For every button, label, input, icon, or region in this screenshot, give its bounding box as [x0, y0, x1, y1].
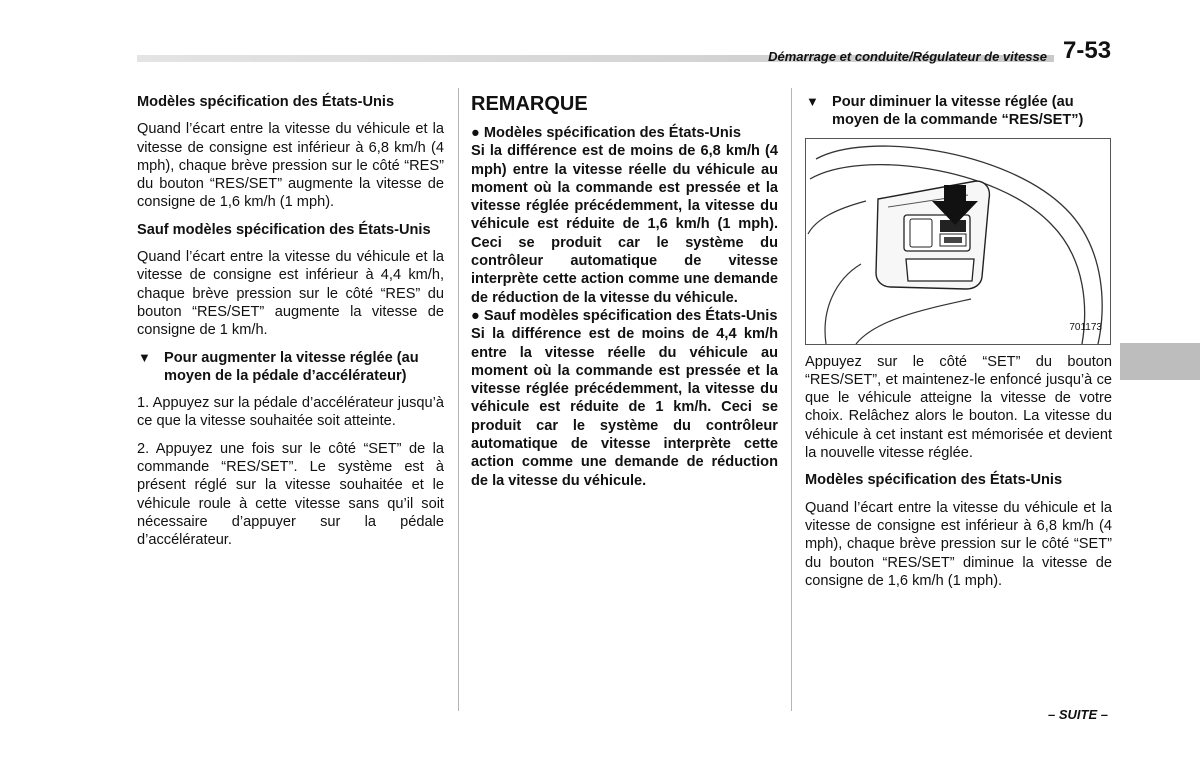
- column-left: [137, 93, 444, 559]
- column-right: [805, 93, 1112, 599]
- chapter-tab: [1120, 343, 1200, 380]
- column-divider: [458, 88, 459, 711]
- paragraph: Quand l’écart entre la vitesse du véhicule et la vitesse de consigne est inférieur à 6,8 km/h (4 mph), chaque brève pression sur le côté “SET” du bouton “RES/SET” diminue la vitesse de consigne de 1,6 km/h (1 mph).: [805, 499, 1112, 589]
- remark-bullet: ● Modèles spécification des États-Unis: [471, 125, 741, 141]
- remark-bullet: ● Sauf modèles spécification des États-Unis: [471, 307, 778, 324]
- continued-marker: – SUITE –: [1048, 707, 1108, 722]
- column-middle: [471, 93, 778, 490]
- page-number: 7-53: [1063, 37, 1112, 64]
- procedure-heading-text: Pour diminuer la vitesse réglée (au moyen de la commande “RES/SET”): [832, 94, 1084, 129]
- steering-wheel-switch-illustration: [805, 138, 1111, 345]
- procedure-heading-text: Pour augmenter la vitesse réglée (au moyen de la pédale d’accélérateur): [164, 349, 419, 384]
- paragraph: Quand l’écart entre la vitesse du véhicule et la vitesse de consigne est inférieur à 4,4 km/h, chaque brève pression sur le côté “RES” du bouton “RES/SET” augmente la vitesse de consigne de 1 km/h.: [137, 249, 444, 339]
- steering-wheel-drawing: [806, 139, 1110, 344]
- triangle-marker-icon: ▼: [806, 94, 819, 109]
- procedure-heading: [805, 93, 1112, 130]
- paragraph: Appuyez sur le côté “SET” du bouton “RES/SET”, et maintenez-le enfoncé jusqu’à ce que le véhicule atteigne la vitesse de votre choix. Relâchez alors le bouton. La vitesse du véhicule à cet instant est mémorisée et devient la nouvelle vitesse réglée.: [805, 353, 1112, 462]
- step-2: 2. Appuyez une fois sur le côté “SET” de la commande “RES/SET”. Le système est à présent réglé sur la vitesse souhaitée et le véhicule roule à cette vitesse sans qu’il soit nécessaire d’appuyer sur la pédale d’accélérateur.: [137, 440, 444, 549]
- section-heading: Modèles spécification des États-Unis: [137, 94, 395, 110]
- figure-code: 701173: [1069, 322, 1102, 334]
- remark-title: REMARQUE: [471, 93, 588, 115]
- remark-paragraph: Si la différence est de moins de 4,4 km/h entre la vitesse réelle du véhicule au moment où la commande est pressée et la vitesse réglée précédemment, la vitesse du véhicule est réduite de 1 km/h. Ceci se produit car le système du contrôleur automatique de vitesse interprète cette action comme une demande de réduction de la vitesse du véhicule.: [471, 326, 778, 489]
- paragraph: Quand l’écart entre la vitesse du véhicule et la vitesse de consigne est inférieur à 6,8 km/h (4 mph), chaque brève pression sur le côté “RES” du bouton “RES/SET” augmente la vitesse de consigne de 1,6 km/h (1 mph).: [137, 121, 444, 211]
- section-heading: Sauf modèles spécification des États-Unis: [137, 221, 431, 238]
- column-divider: [791, 88, 792, 711]
- section-heading: Modèles spécification des États-Unis: [805, 472, 1063, 489]
- triangle-marker-icon: ▼: [138, 349, 151, 365]
- running-header: Démarrage et conduite/Régulateur de vitesse: [768, 49, 1047, 64]
- procedure-heading: [137, 349, 444, 386]
- step-1: 1. Appuyez sur la pédale d’accélérateur jusqu’à ce que la vitesse souhaitée soit atteinte.: [137, 395, 444, 430]
- remark-paragraph: Si la différence est de moins de 6,8 km/h (4 mph) entre la vitesse réelle du véhicule au moment où la commande est pressée et la vitesse réglée précédemment, la vitesse du véhicule est réduite de 1,6 km/h (1 mph). Ceci se produit car le système du contrôleur automatique de vitesse interprète cette action comme une demande de réduction de la vitesse du véhicule.: [471, 143, 778, 306]
